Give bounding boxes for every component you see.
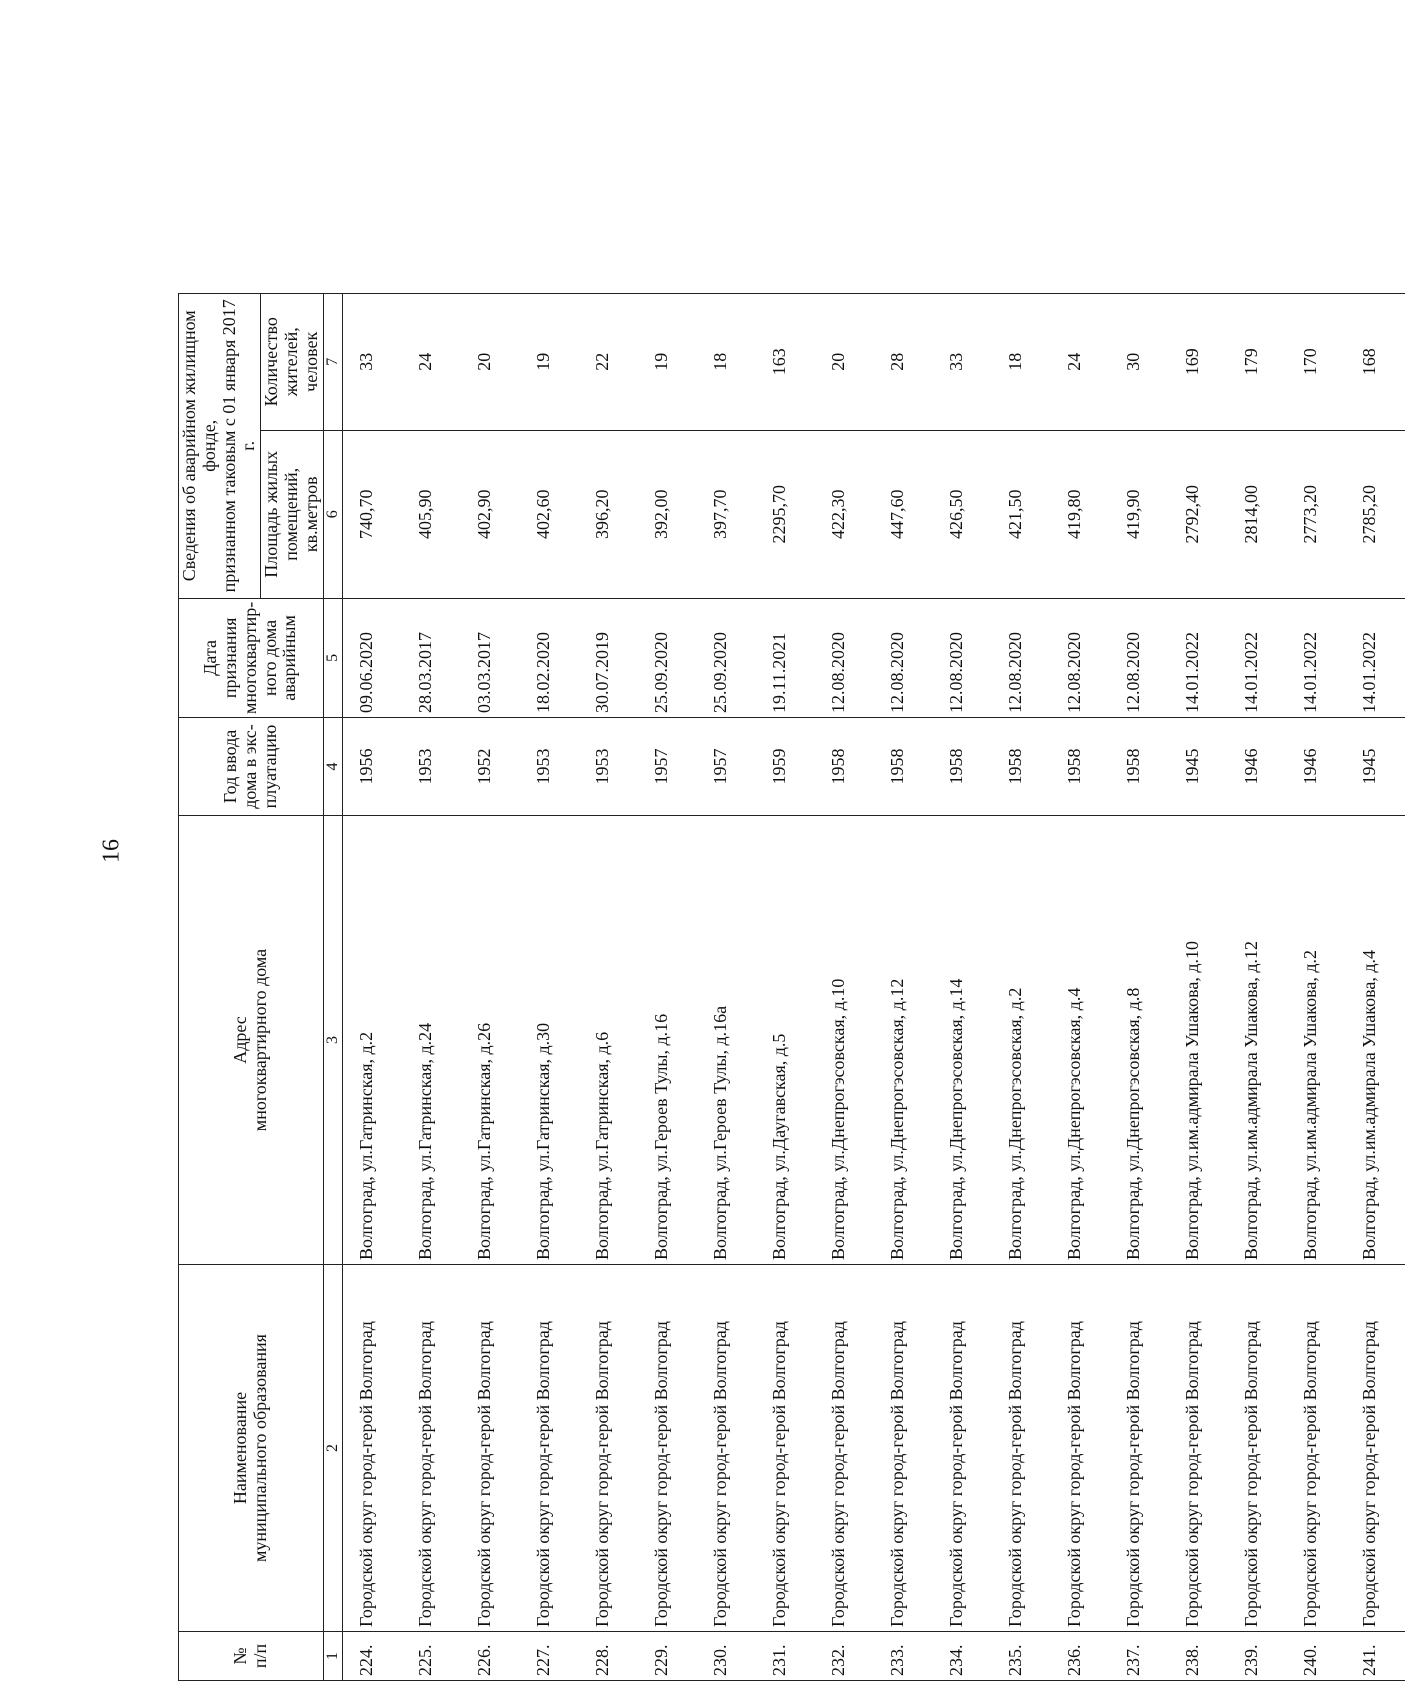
municipality-cell: Городской округ город-герой Волгоград bbox=[933, 1265, 992, 1632]
row-number: 233. bbox=[874, 1632, 933, 1681]
emergency-housing-table bbox=[178, 293, 1405, 1681]
header-address bbox=[179, 816, 324, 1265]
header-municipality bbox=[179, 1265, 324, 1632]
municipality-cell: Городской округ город-герой Волгоград bbox=[874, 1265, 933, 1632]
area-cell: 447,60 bbox=[874, 430, 933, 598]
table-row bbox=[579, 293, 638, 1680]
year-cell: 1946 bbox=[1287, 718, 1346, 816]
table-row bbox=[933, 293, 992, 1680]
area-cell: 426,50 bbox=[933, 430, 992, 598]
row-number: 224. bbox=[342, 1632, 402, 1681]
residents-cell: 19 bbox=[520, 293, 579, 430]
table-row bbox=[992, 293, 1051, 1680]
address-cell: Волгоград, ул.Днепрогэсовская, д.12 bbox=[874, 816, 933, 1265]
header-year-label: Год ввода дома в экс- плуатацию bbox=[220, 724, 280, 809]
year-cell: 1957 bbox=[638, 718, 697, 816]
table-row bbox=[402, 293, 461, 1680]
row-number: 238. bbox=[1169, 1632, 1228, 1681]
address-cell: Волгоград, ул.Днепрогэсовская, д.4 bbox=[1051, 816, 1110, 1265]
row-number: 225. bbox=[402, 1632, 461, 1681]
address-cell: Волгоград, ул.Гатринская, д.24 bbox=[402, 816, 461, 1265]
table-row bbox=[697, 293, 756, 1680]
municipality-cell: Городской округ город-герой Волгоград bbox=[1169, 1265, 1228, 1632]
area-cell: 2814,00 bbox=[1228, 430, 1287, 598]
row-number: 236. bbox=[1051, 1632, 1110, 1681]
address-cell: Волгоград, ул.Гатринская, д.2 bbox=[342, 816, 402, 1265]
date-cell: 18.02.2020 bbox=[520, 598, 579, 717]
area-cell: 422,30 bbox=[815, 430, 874, 598]
municipality-cell: Городской округ город-герой Волгоград bbox=[1287, 1265, 1346, 1632]
residents-cell: 24 bbox=[402, 293, 461, 430]
row-number: 227. bbox=[520, 1632, 579, 1681]
area-cell: 402,60 bbox=[520, 430, 579, 598]
address-cell: Волгоград, ул.им.адмирала Ушакова, д.10 bbox=[1169, 816, 1228, 1265]
area-cell: 740,70 bbox=[342, 430, 402, 598]
table-header bbox=[179, 293, 343, 1680]
date-cell: 14.01.2022 bbox=[1228, 598, 1287, 717]
column-number: 1 bbox=[323, 1632, 342, 1681]
address-cell: Волгоград, ул.Героев Тулы, д.16а bbox=[697, 816, 756, 1265]
table-row bbox=[815, 293, 874, 1680]
residents-cell: 20 bbox=[461, 293, 520, 430]
header-residents-label: Количество жителей, человек bbox=[261, 317, 321, 407]
address-cell: Волгоград, ул.им.адмирала Ушакова, д.2 bbox=[1287, 816, 1346, 1265]
residents-cell: 33 bbox=[933, 293, 992, 430]
residents-cell: 20 bbox=[815, 293, 874, 430]
column-number: 3 bbox=[323, 816, 342, 1265]
table-row bbox=[520, 293, 579, 1680]
date-cell: 12.08.2020 bbox=[933, 598, 992, 717]
municipality-cell: Городской округ город-герой Волгоград bbox=[402, 1265, 461, 1632]
table-row bbox=[1169, 293, 1228, 1680]
municipality-cell: Городской округ город-герой Волгоград bbox=[1051, 1265, 1110, 1632]
municipality-cell: Городской округ город-герой Волгоград bbox=[1110, 1265, 1169, 1632]
row-number: 226. bbox=[461, 1632, 520, 1681]
address-cell: Волгоград, ул.им.адмирала Ушакова, д.12 bbox=[1228, 816, 1287, 1265]
residents-cell: 168 bbox=[1346, 293, 1405, 430]
address-cell: Волгоград, ул.Днепрогэсовская, д.10 bbox=[815, 816, 874, 1265]
column-numbers-row bbox=[323, 293, 342, 1680]
year-cell: 1953 bbox=[579, 718, 638, 816]
date-cell: 09.06.2020 bbox=[342, 598, 402, 717]
residents-cell: 179 bbox=[1228, 293, 1287, 430]
year-cell: 1946 bbox=[1228, 718, 1287, 816]
date-cell: 25.09.2020 bbox=[697, 598, 756, 717]
date-cell: 12.08.2020 bbox=[1051, 598, 1110, 717]
date-cell: 14.01.2022 bbox=[1346, 598, 1405, 717]
year-cell: 1958 bbox=[1051, 718, 1110, 816]
residents-cell: 169 bbox=[1169, 293, 1228, 430]
row-number: 229. bbox=[638, 1632, 697, 1681]
residents-cell: 170 bbox=[1287, 293, 1346, 430]
date-cell: 14.01.2022 bbox=[1169, 598, 1228, 717]
table-row bbox=[1287, 293, 1346, 1680]
area-cell: 2295,70 bbox=[756, 430, 815, 598]
year-cell: 1959 bbox=[756, 718, 815, 816]
year-cell: 1945 bbox=[1346, 718, 1405, 816]
date-cell: 19.11.2021 bbox=[756, 598, 815, 717]
date-cell: 12.08.2020 bbox=[1110, 598, 1169, 717]
residents-cell: 24 bbox=[1051, 293, 1110, 430]
address-cell: Волгоград, ул.Гатринская, д.30 bbox=[520, 816, 579, 1265]
area-cell: 2792,40 bbox=[1169, 430, 1228, 598]
table-body bbox=[342, 293, 1405, 1680]
residents-cell: 18 bbox=[992, 293, 1051, 430]
row-number: 230. bbox=[697, 1632, 756, 1681]
residents-cell: 18 bbox=[697, 293, 756, 430]
date-cell: 14.01.2022 bbox=[1287, 598, 1346, 717]
municipality-cell: Городской округ город-герой Волгоград bbox=[342, 1265, 402, 1632]
municipality-cell: Городской округ город-герой Волгоград bbox=[1228, 1265, 1287, 1632]
municipality-cell: Городской округ город-герой Волгоград bbox=[461, 1265, 520, 1632]
header-date bbox=[179, 598, 324, 717]
header-address-label: Адрес многоквартирного дома bbox=[229, 948, 270, 1132]
table-row bbox=[1346, 293, 1405, 1680]
date-cell: 25.09.2020 bbox=[638, 598, 697, 717]
area-cell: 402,90 bbox=[461, 430, 520, 598]
area-cell: 419,80 bbox=[1051, 430, 1110, 598]
municipality-cell: Городской округ город-герой Волгоград bbox=[992, 1265, 1051, 1632]
header-no-label: № п/п bbox=[229, 1643, 270, 1669]
year-cell: 1952 bbox=[461, 718, 520, 816]
residents-cell: 33 bbox=[342, 293, 402, 430]
area-cell: 421,50 bbox=[992, 430, 1051, 598]
column-number: 7 bbox=[323, 293, 342, 430]
year-cell: 1958 bbox=[874, 718, 933, 816]
row-number: 239. bbox=[1228, 1632, 1287, 1681]
residents-cell: 22 bbox=[579, 293, 638, 430]
residents-cell: 163 bbox=[756, 293, 815, 430]
table-row bbox=[756, 293, 815, 1680]
row-number: 237. bbox=[1110, 1632, 1169, 1681]
address-cell: Волгоград, ул.Гатринская, д.26 bbox=[461, 816, 520, 1265]
municipality-cell: Городской округ город-герой Волгоград bbox=[697, 1265, 756, 1632]
residents-cell: 30 bbox=[1110, 293, 1169, 430]
municipality-cell: Городской округ город-герой Волгоград bbox=[756, 1265, 815, 1632]
column-number: 5 bbox=[323, 598, 342, 717]
column-number: 2 bbox=[323, 1265, 342, 1632]
address-cell: Волгоград, ул.Днепрогэсовская, д.8 bbox=[1110, 816, 1169, 1265]
table-row bbox=[1051, 293, 1110, 1680]
row-number: 241. bbox=[1346, 1632, 1405, 1681]
address-cell: Волгоград, ул.Гатринская, д.6 bbox=[579, 816, 638, 1265]
column-number: 4 bbox=[323, 718, 342, 816]
date-cell: 12.08.2020 bbox=[874, 598, 933, 717]
date-cell: 12.08.2020 bbox=[992, 598, 1051, 717]
header-municipality-label: Наименование муниципального образования bbox=[229, 1334, 270, 1562]
year-cell: 1956 bbox=[342, 718, 402, 816]
column-number: 6 bbox=[323, 430, 342, 598]
area-cell: 397,70 bbox=[697, 430, 756, 598]
page-number: 16 bbox=[98, 839, 125, 863]
year-cell: 1953 bbox=[520, 718, 579, 816]
date-cell: 30.07.2019 bbox=[579, 598, 638, 717]
residents-cell: 28 bbox=[874, 293, 933, 430]
year-cell: 1958 bbox=[1110, 718, 1169, 816]
header-residents bbox=[261, 293, 323, 430]
municipality-cell: Городской округ город-герой Волгоград bbox=[638, 1265, 697, 1632]
address-cell: Волгоград, ул.Даугавская, д.5 bbox=[756, 816, 815, 1265]
header-no bbox=[179, 1632, 324, 1681]
row-number: 240. bbox=[1287, 1632, 1346, 1681]
municipality-cell: Городской округ город-герой Волгоград bbox=[520, 1265, 579, 1632]
table-row bbox=[461, 293, 520, 1680]
area-cell: 396,20 bbox=[579, 430, 638, 598]
year-cell: 1957 bbox=[697, 718, 756, 816]
header-area-label: Площадь жилых помещений, кв.метров bbox=[261, 450, 321, 578]
date-cell: 28.03.2017 bbox=[402, 598, 461, 717]
row-number: 232. bbox=[815, 1632, 874, 1681]
table-row bbox=[342, 293, 402, 1680]
year-cell: 1958 bbox=[815, 718, 874, 816]
area-cell: 419,90 bbox=[1110, 430, 1169, 598]
residents-cell: 19 bbox=[638, 293, 697, 430]
row-number: 235. bbox=[992, 1632, 1051, 1681]
table-row bbox=[638, 293, 697, 1680]
date-cell: 03.03.2017 bbox=[461, 598, 520, 717]
table-row bbox=[1228, 293, 1287, 1680]
year-cell: 1958 bbox=[933, 718, 992, 816]
row-number: 231. bbox=[756, 1632, 815, 1681]
municipality-cell: Городской округ город-герой Волгоград bbox=[579, 1265, 638, 1632]
date-cell: 12.08.2020 bbox=[815, 598, 874, 717]
address-cell: Волгоград, ул.Героев Тулы, д.16 bbox=[638, 816, 697, 1265]
table-row bbox=[1110, 293, 1169, 1680]
header-date-label: Дата признания многоквартир- ного дома аварийным bbox=[200, 601, 300, 714]
year-cell: 1958 bbox=[992, 718, 1051, 816]
year-cell: 1953 bbox=[402, 718, 461, 816]
year-cell: 1945 bbox=[1169, 718, 1228, 816]
address-cell: Волгоград, ул.им.адмирала Ушакова, д.4 bbox=[1346, 816, 1405, 1265]
municipality-cell: Городской округ город-герой Волгоград bbox=[815, 1265, 874, 1632]
area-cell: 392,00 bbox=[638, 430, 697, 598]
area-cell: 2785,20 bbox=[1346, 430, 1405, 598]
area-cell: 405,90 bbox=[402, 430, 461, 598]
header-group-label: Сведения об аварийном жилищном фонде, признанном таковым с 01 января 2017 г. bbox=[179, 299, 259, 593]
header-group bbox=[179, 293, 261, 598]
row-number: 228. bbox=[579, 1632, 638, 1681]
address-cell: Волгоград, ул.Днепрогэсовская, д.14 bbox=[933, 816, 992, 1265]
header-area bbox=[261, 430, 323, 598]
municipality-cell: Городской округ город-герой Волгоград bbox=[1346, 1265, 1405, 1632]
table-row bbox=[874, 293, 933, 1680]
area-cell: 2773,20 bbox=[1287, 430, 1346, 598]
header-year bbox=[179, 718, 324, 816]
address-cell: Волгоград, ул.Днепрогэсовская, д.2 bbox=[992, 816, 1051, 1265]
row-number: 234. bbox=[933, 1632, 992, 1681]
